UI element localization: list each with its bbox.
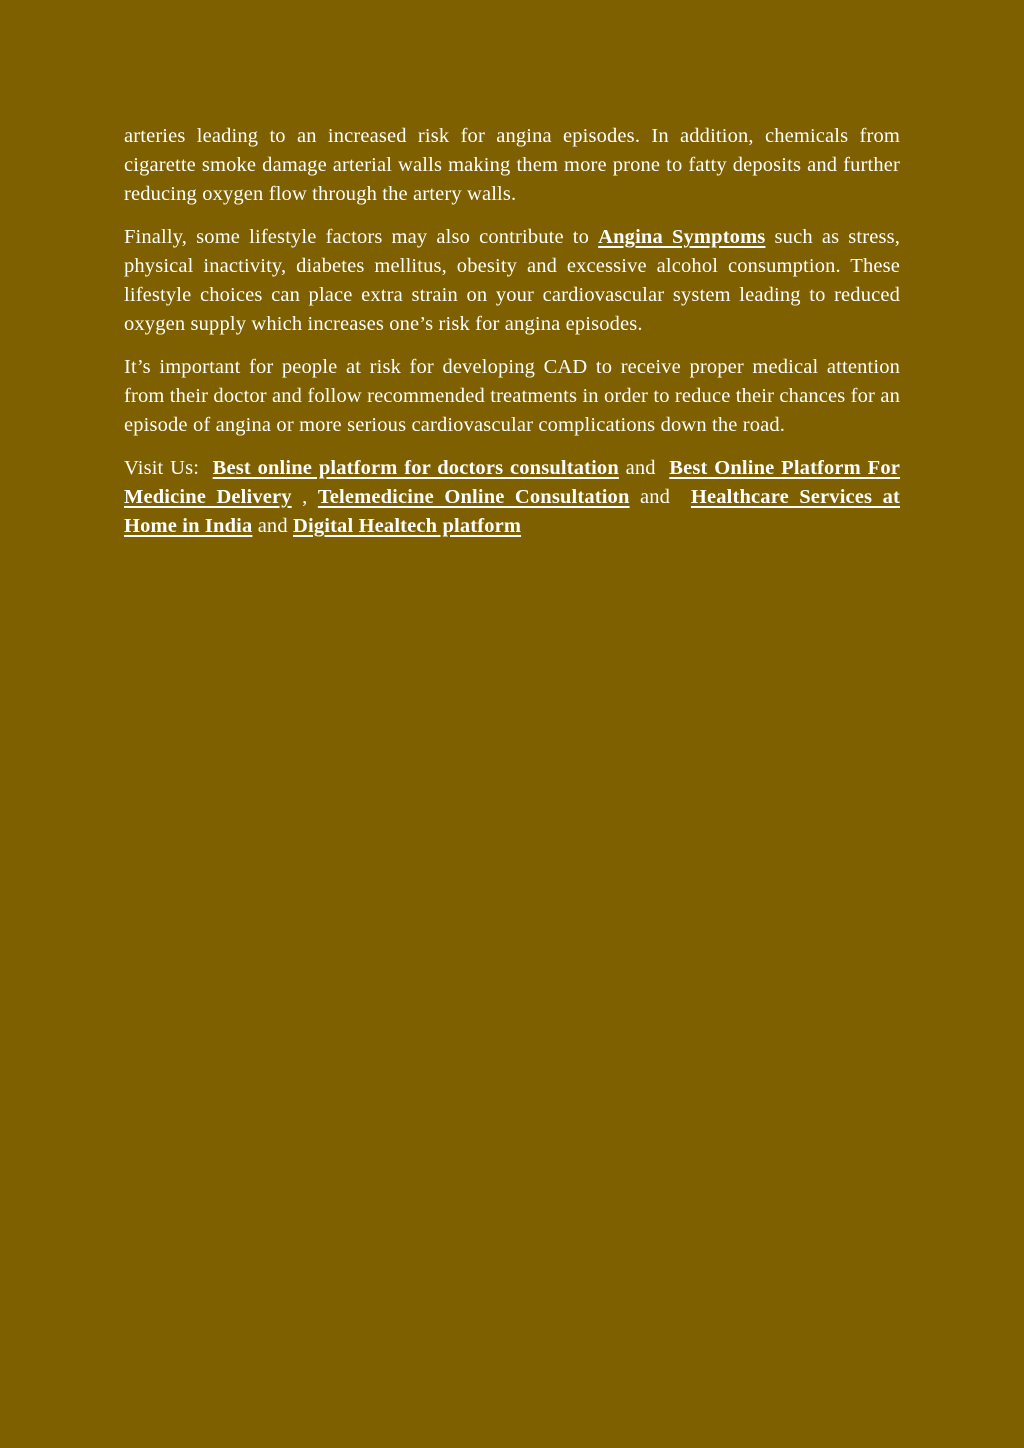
lifestyle-text-before: Finally, some lifestyle factors may also contribute to: [124, 226, 590, 248]
digital-healtech-link[interactable]: Digital Healtech platform: [293, 515, 522, 537]
lifestyle-text-after: such as stress, physical inactivity, diabetes mellitus, obesity and excessive alcohol consumption. These lifestyle choices can place extra strain on your cardiovascular system leading to reduced oxygen supply which increases one’s risk for angina episodes.: [124, 226, 901, 335]
separator-and-2: and: [639, 486, 671, 508]
angina-symptoms-link[interactable]: Angina Symptoms: [598, 226, 766, 248]
separator-and-3: and: [257, 515, 288, 537]
separator-comma: ,: [302, 486, 308, 508]
paragraph-cigarette-smoke: arteries leading to an increased risk for angina episodes. In addition, chemicals from cigarette smoke damage arterial walls making them more prone to fatty deposits and further reducing oxygen flow through the artery walls.: [124, 125, 900, 205]
separator-and-1: and: [625, 457, 656, 479]
healthcare-home-link[interactable]: Healthcare Services at Home in India: [124, 486, 900, 537]
document-body: [124, 122, 900, 541]
paragraph-medical-attention: It’s important for people at risk for developing CAD to receive proper medical attention from their doctor and follow recommended treatments in order to reduce their chances for an episode of angina or more serious cardiovascular complications down the road.: [124, 356, 900, 436]
paragraph-lifestyle-factors: [124, 223, 900, 339]
visit-us-label: Visit Us:: [124, 457, 200, 479]
visit-us-paragraph: [124, 454, 900, 541]
visit-us-section: [124, 454, 900, 541]
doctors-consultation-link[interactable]: Best online platform for doctors consultation: [212, 457, 619, 479]
medicine-delivery-link[interactable]: Best Online Platform For Medicine Delivery: [124, 457, 900, 508]
telemedicine-consultation-link[interactable]: Telemedicine Online Consultation: [317, 486, 630, 508]
